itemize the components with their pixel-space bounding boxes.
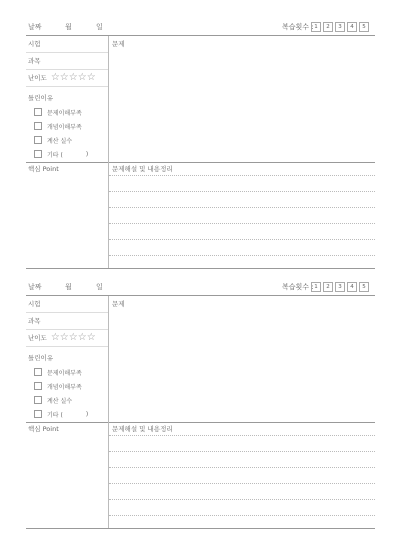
review-boxes [311, 22, 369, 32]
question-label: 문제 [112, 300, 125, 308]
paren-close: ) [85, 410, 89, 418]
checkbox[interactable] [34, 108, 42, 116]
date-label: 날짜 [28, 283, 42, 291]
note-line [109, 499, 375, 500]
question-area [26, 36, 375, 163]
day-label: 일 [96, 23, 103, 31]
review-count-label: 복습횟수 : [282, 23, 314, 31]
note-line [109, 483, 375, 484]
key-point-label: 핵심 Point [28, 425, 59, 433]
subject-label: 과목 [28, 317, 41, 325]
exam-label: 시험 [28, 300, 41, 308]
question-label: 문제 [112, 40, 125, 48]
review-box-2[interactable]: 2 [323, 282, 333, 292]
subject-label: 과목 [28, 57, 41, 65]
summary-area [26, 421, 375, 529]
reason-label: 문제이해부족 [47, 369, 82, 377]
review-card-2 [26, 280, 375, 433]
column-divider [108, 296, 109, 422]
reason-title: 틀린이유 [28, 94, 54, 102]
reason-label: 개념이해부족 [47, 123, 82, 131]
reason-option-1[interactable] [34, 108, 108, 116]
checkbox[interactable] [34, 150, 42, 158]
reason-label: 계산 실수 [47, 137, 73, 145]
reason-option-2[interactable] [34, 382, 108, 390]
month-label: 월 [65, 23, 72, 31]
checkbox[interactable] [34, 410, 42, 418]
key-point-label: 핵심 Point [28, 165, 59, 173]
note-line [109, 451, 375, 452]
review-box-1[interactable]: 1 [311, 282, 321, 292]
reason-title: 틀린이유 [28, 354, 54, 362]
summary-label: 문제해설 및 내용정리 [112, 425, 173, 433]
review-box-2[interactable]: 2 [323, 22, 333, 32]
reason-label: 기타 ( [47, 151, 63, 159]
summary-area [26, 161, 375, 269]
reason-label: 기타 ( [47, 411, 63, 419]
review-box-3[interactable]: 3 [335, 22, 345, 32]
review-box-4[interactable]: 4 [347, 282, 357, 292]
note-line [109, 515, 375, 516]
reason-option-4[interactable] [34, 150, 108, 158]
subject-row[interactable] [26, 53, 108, 70]
column-divider [108, 161, 109, 269]
review-box-1[interactable]: 1 [311, 22, 321, 32]
reason-option-1[interactable] [34, 368, 108, 376]
difficulty-stars-icon[interactable]: ☆☆☆☆☆ [50, 332, 96, 343]
exam-row[interactable] [26, 36, 108, 53]
review-box-5[interactable]: 5 [359, 22, 369, 32]
info-column [26, 296, 108, 418]
summary-label: 문제해설 및 내용정리 [112, 165, 173, 173]
note-line [109, 223, 375, 224]
review-box-4[interactable]: 4 [347, 22, 357, 32]
exam-row[interactable] [26, 296, 108, 313]
checkbox[interactable] [34, 368, 42, 376]
difficulty-label: 난이도 [28, 74, 47, 82]
difficulty-label: 난이도 [28, 334, 47, 342]
review-box-5[interactable]: 5 [359, 282, 369, 292]
column-divider [108, 421, 109, 529]
review-count-label: 복습횟수 : [282, 283, 314, 291]
section-bottom-rule [26, 268, 375, 269]
info-column [26, 36, 108, 158]
difficulty-row [26, 330, 108, 347]
note-line [109, 467, 375, 468]
difficulty-row [26, 70, 108, 87]
note-line [109, 207, 375, 208]
question-area [26, 296, 375, 423]
note-line [109, 191, 375, 192]
paren-close: ) [85, 150, 89, 158]
reason-label: 계산 실수 [47, 397, 73, 405]
note-line [109, 239, 375, 240]
difficulty-stars-icon[interactable]: ☆☆☆☆☆ [50, 72, 96, 83]
checkbox[interactable] [34, 136, 42, 144]
section-bottom-rule [26, 528, 375, 529]
checkbox[interactable] [34, 382, 42, 390]
review-box-3[interactable]: 3 [335, 282, 345, 292]
reason-label: 개념이해부족 [47, 383, 82, 391]
exam-label: 시험 [28, 40, 41, 48]
note-line [109, 435, 375, 436]
note-line [109, 255, 375, 256]
reason-option-3[interactable] [34, 136, 108, 144]
checkbox[interactable] [34, 122, 42, 130]
card-header [26, 20, 375, 36]
reason-option-3[interactable] [34, 396, 108, 404]
day-label: 일 [96, 283, 103, 291]
review-card-1 [26, 20, 375, 173]
reason-option-2[interactable] [34, 122, 108, 130]
date-label: 날짜 [28, 23, 42, 31]
note-line [109, 175, 375, 176]
card-header [26, 280, 375, 296]
review-boxes [311, 282, 369, 292]
reason-label: 문제이해부족 [47, 109, 82, 117]
month-label: 월 [65, 283, 72, 291]
reason-option-4[interactable] [34, 410, 108, 418]
subject-row[interactable] [26, 313, 108, 330]
checkbox[interactable] [34, 396, 42, 404]
column-divider [108, 36, 109, 162]
